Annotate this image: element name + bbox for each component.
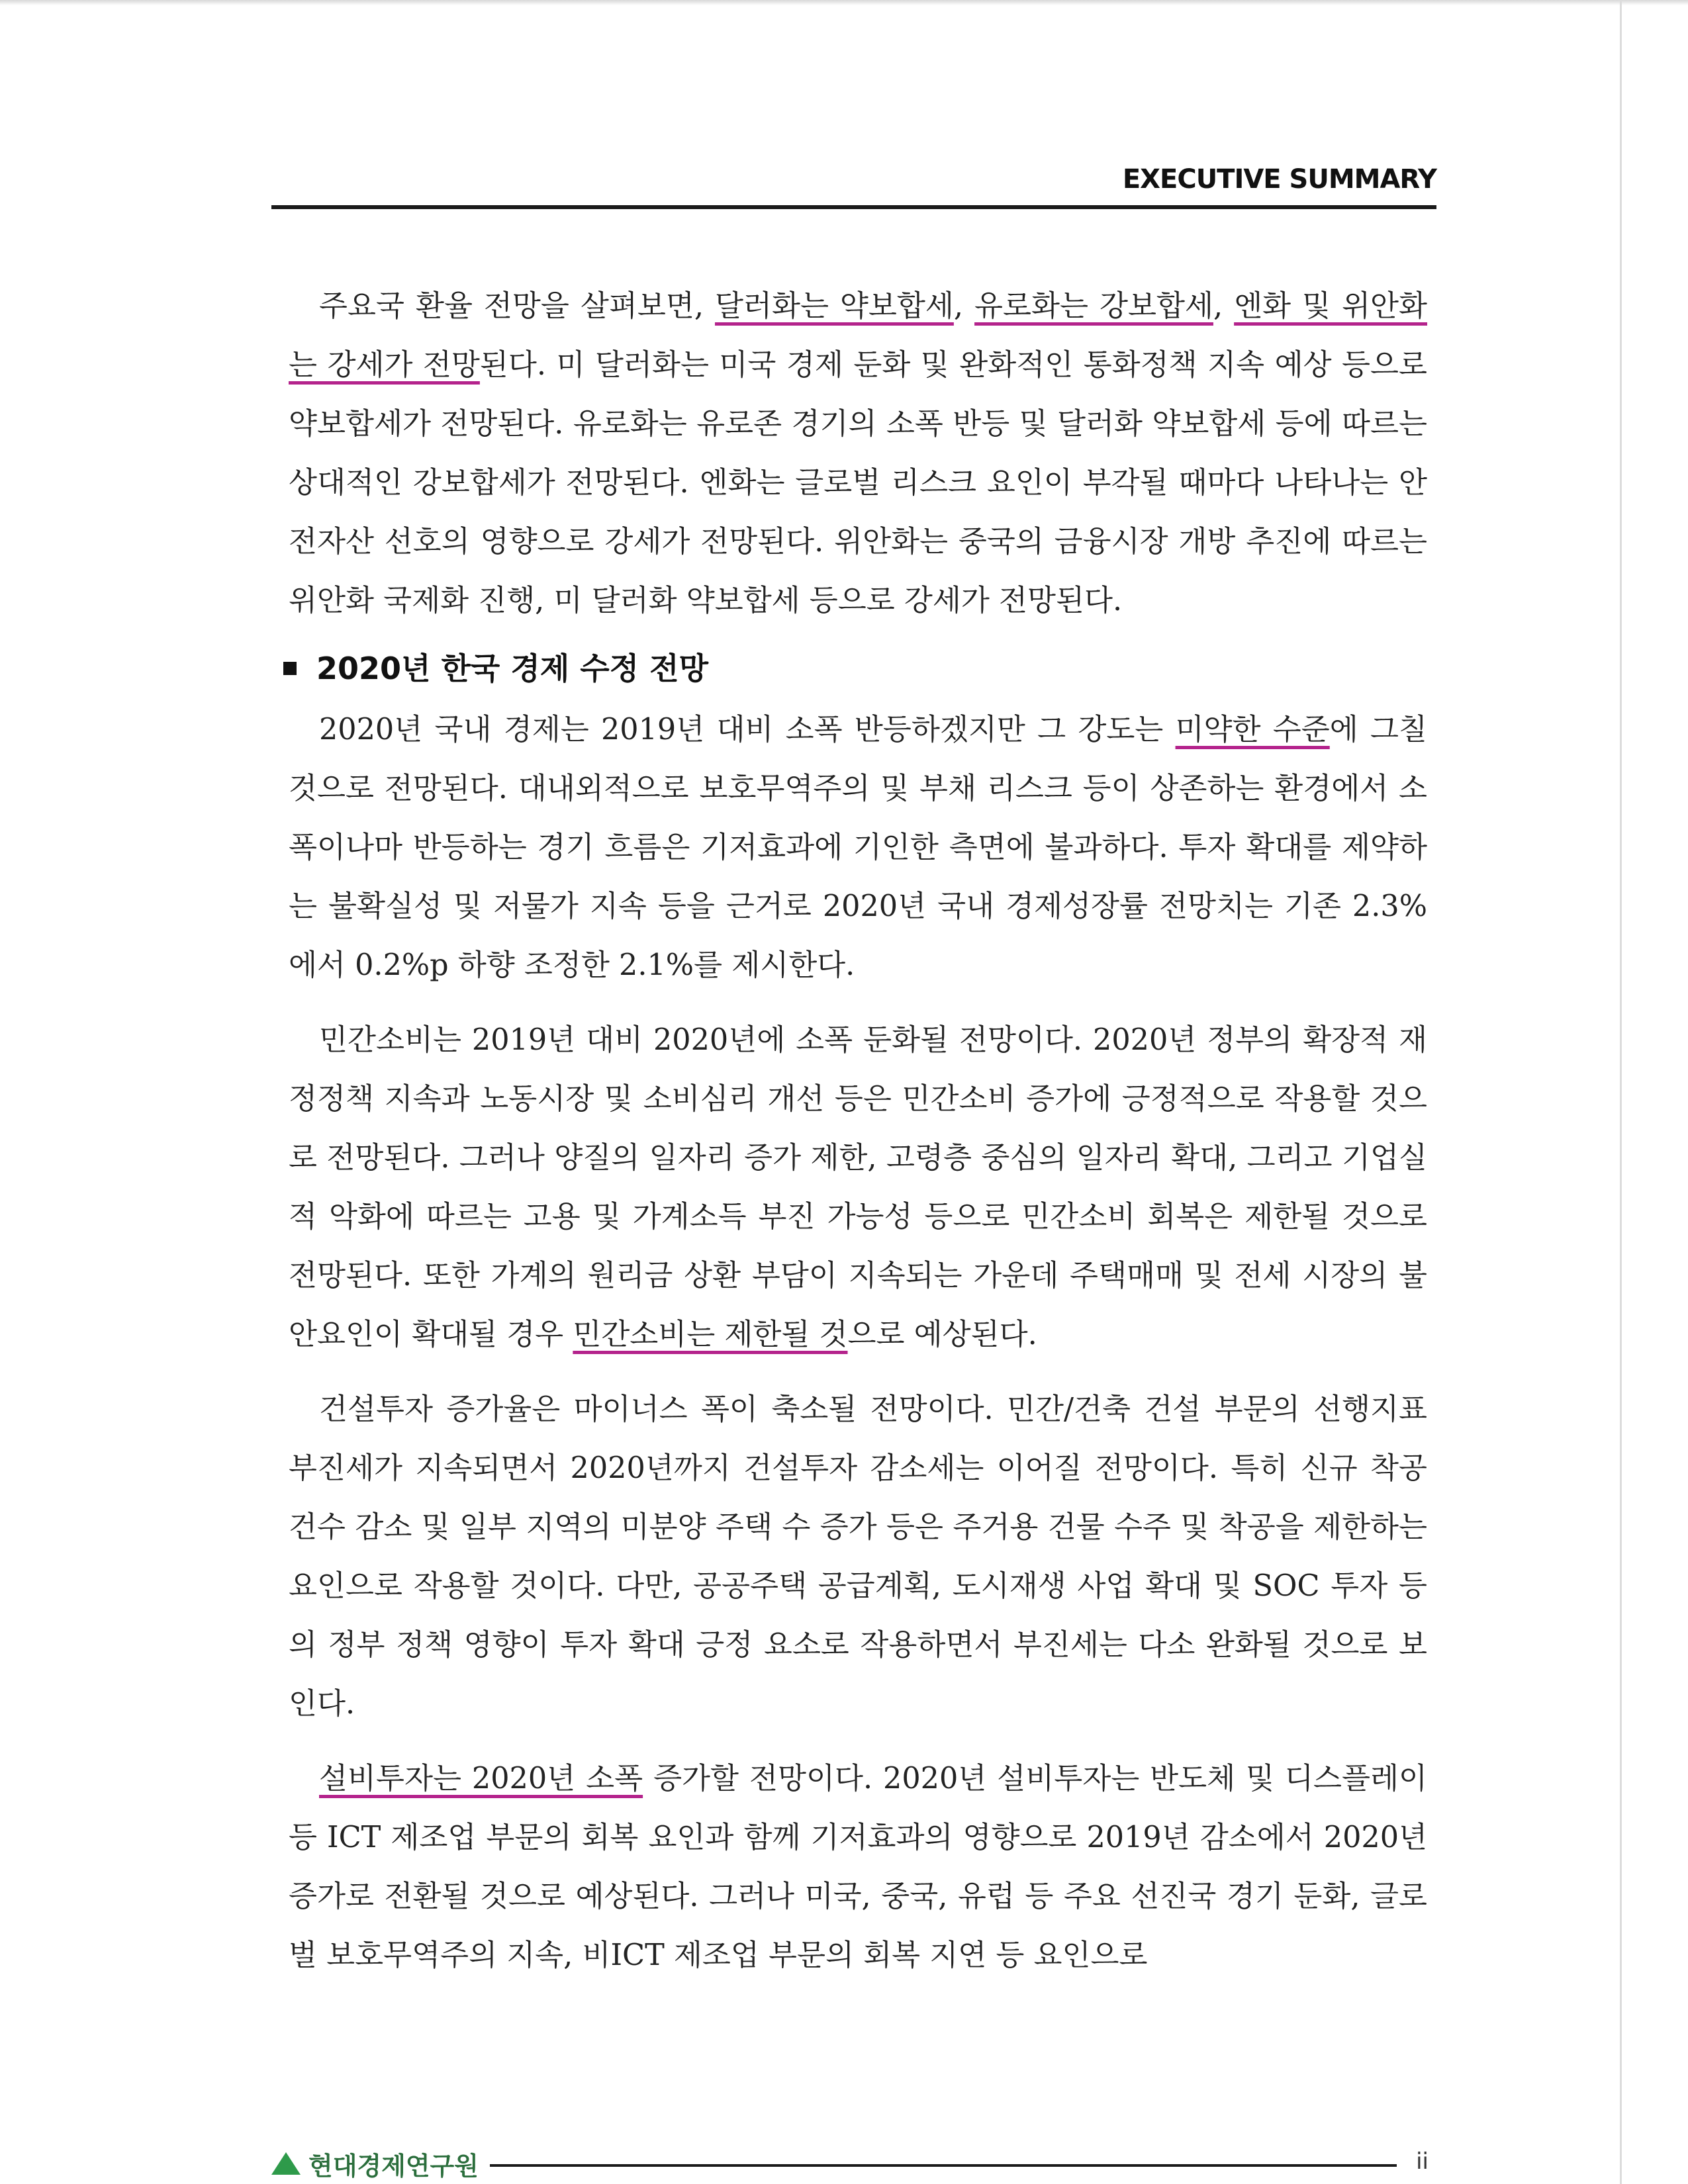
header-title: EXECUTIVE SUMMARY: [1122, 164, 1436, 195]
footer-rule: [490, 2164, 1397, 2167]
section-heading-text: 2020년 한국 경제 수정 전망: [316, 651, 709, 686]
page-content: [289, 277, 1427, 1985]
paragraph-exchange-rate: [289, 277, 1427, 630]
highlighted-phrase: 미약한 수준: [1175, 713, 1330, 747]
page-number: ii: [1416, 2148, 1429, 2175]
paragraph-equipment-investment: [289, 1749, 1427, 1985]
text-run: 민간소비는 2019년 대비 2020년에 소폭 둔화될 전망이다. 2020년 정부의 확장적 재정정책 지속과 노동시장 및 소비심리 개선 등은 민간소비 증가에 긍정적으로 작용할 것으로 전망된다. 그러나 양질의 일자리 증가 제한, 고령층 중심의 일자리 확대, 그리고 기업실적 악화에 따르는 고용 및 가계소득 부진 가능성 등으로 민간소비 회복은 제한될 것으로 전망된다. 또한 가계의 원리금 상환 부담이 지속되는 가운데 주택매매 및 전세 시장의 불안요인이 확대될 경우: [289, 1023, 1427, 1351]
text-run: 2020년 국내 경제는 2019년 대비 소폭 반등하겠지만 그 강도는: [319, 713, 1176, 747]
page-footer: [271, 2142, 1436, 2181]
text-run: 증가할 전망이다. 2020년 설비투자는 반도체 및 디스플레이 등 ICT 제조업 부문의 회복 요인과 함께 기저효과의 영향으로 2019년 감소에서 2020년 증가로 전환될 것으로 예상된다. 그러나 미국, 중국, 유럽 등 주요 선진국 경기 둔화, 글로벌 보호무역주의 지속, 비ICT 제조업 부문의 회복 지연 등 요인으로: [289, 1762, 1427, 1972]
text-run: 으로 예상된다.: [847, 1318, 1037, 1351]
text-run: 건설투자 증가율은 마이너스 폭이 축소될 전망이다. 민간/건축 건설 부문의 선행지표 부진세가 지속되면서 2020년까지 건설투자 감소세는 이어질 전망이다. 특히 신규 착공 건수 감소 및 일부 지역의 미분양 주택 수 증가 등은 주거용 건물 수주 및 착공을 제한하는 요인으로 작용할 것이다. 다만, 공공주택 공급계획, 도시재생 사업 확대 및 SOC 투자 등의 정부 정책 영향이 투자 확대 긍정 요소로 작용하면서 부진세는 다소 완화될 것으로 보인다.: [289, 1392, 1427, 1721]
paragraph-private-consumption: [289, 1011, 1427, 1364]
highlighted-phrase: 민간소비는 제한될 것: [573, 1318, 848, 1351]
section-heading: [283, 642, 1427, 695]
scan-edge: [0, 0, 1688, 5]
page-header: [271, 158, 1436, 209]
text-run: ,: [953, 289, 975, 323]
paragraph-construction-investment: [289, 1380, 1427, 1733]
highlighted-phrase: 달러화는 약보합세: [714, 289, 954, 323]
highlighted-phrase: 설비투자는 2020년 소폭: [319, 1762, 643, 1796]
paragraph-growth-outlook: [289, 700, 1427, 995]
text-run: ,: [1213, 289, 1235, 323]
scan-edge-right: [1620, 0, 1622, 2184]
text-run: 에 그칠 것으로 전망된다. 대내외적으로 보호무역주의 및 부채 리스크 등이 상존하는 환경에서 소폭이나마 반등하는 경기 흐름은 기저효과에 기인한 측면에 불과하다. 투자 확대를 제약하는 불확실성 및 저물가 지속 등을 근거로 2020년 국내 경제성장률 전망치는 기존 2.3%에서 0.2%p 하향 조정한 2.1%를 제시한다.: [289, 713, 1427, 982]
highlighted-phrase: 엔화 및 위안화는 강세가 전망: [289, 289, 1428, 382]
logo-triangle-icon: [271, 2152, 301, 2175]
text-run: 된다. 미 달러화는 미국 경제 둔화 및 완화적인 통화정책 지속 예상 등으로 약보합세가 전망된다. 유로화는 유로존 경기의 소폭 반등 및 달러화 약보합세 등에 따르는 상대적인 강보합세가 전망된다. 엔화는 글로벌 리스크 요인이 부각될 때마다 나타나는 안전자산 선호의 영향으로 강세가 전망된다. 위안화는 중국의 금융시장 개방 추진에 따르는 위안화 국제화 진행, 미 달러화 약보합세 등으로 강세가 전망된다.: [289, 348, 1428, 617]
text-run: 주요국 환율 전망을 살펴보면,: [319, 289, 715, 323]
bullet-square-icon: [283, 662, 297, 675]
highlighted-phrase: 유로화는 강보합세: [974, 289, 1213, 323]
footer-org-name: 현대경제연구원: [308, 2152, 479, 2181]
